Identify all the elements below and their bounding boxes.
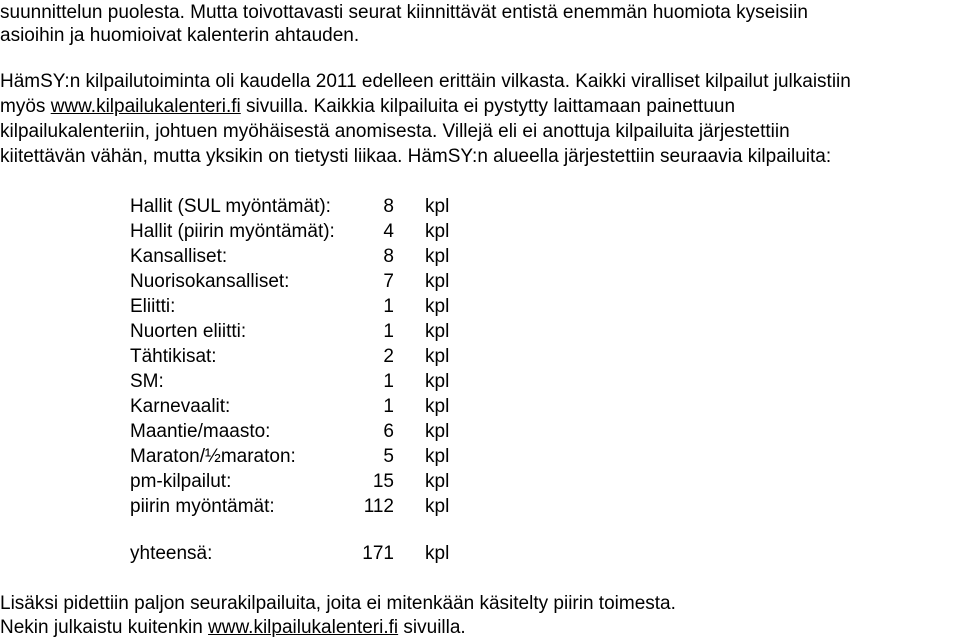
category-label: Karnevaalit:: [130, 396, 231, 417]
unit-label: kpl: [425, 543, 450, 564]
unit-label: kpl: [425, 421, 450, 442]
unit-label: kpl: [425, 196, 450, 217]
paragraph-3-line-2-suffix: sivuilla.: [398, 617, 466, 638]
count-value: 15: [372, 471, 394, 492]
count-value: 7: [383, 271, 394, 292]
count-value: 1: [383, 321, 394, 342]
paragraph-1-line-2: asioihin ja huomioivat kalenterin ahtauden.: [0, 25, 360, 46]
unit-label: kpl: [425, 246, 450, 267]
paragraph-2-line-4: kiitettävän vähän, mutta yksikin on tietysti liikaa. HämSY:n alueella järjestettiin seuraavia kilpailuita:: [0, 146, 832, 167]
count-value: 112: [363, 496, 394, 517]
count-value: 6: [383, 421, 394, 442]
kilpailukalenteri-link-2[interactable]: www.kilpailukalenteri.fi: [208, 617, 399, 638]
total-count: 171: [362, 543, 394, 564]
category-label: Eliitti:: [130, 296, 176, 317]
unit-label: kpl: [425, 471, 450, 492]
category-label: Kansalliset:: [130, 246, 228, 267]
paragraph-1-line-1: suunnittelun puolesta. Mutta toivottavasti seurat kiinnittävät entistä enemmän huomiota kyseisiin: [0, 2, 808, 23]
category-label: Nuorten eliitti:: [130, 321, 247, 342]
unit-label: kpl: [425, 396, 450, 417]
paragraph-3-line-2: [0, 616, 466, 639]
category-label: Hallit (SUL myöntämät):: [130, 196, 331, 217]
category-label: Hallit (piirin myöntämät):: [130, 221, 335, 242]
total-label: yhteensä:: [130, 543, 213, 564]
unit-label: kpl: [425, 496, 450, 517]
paragraph-2-line-1: HämSY:n kilpailutoiminta oli kaudella 2011 edelleen erittäin vilkasta. Kaikki viralliset kilpailut julkaistiin: [0, 71, 851, 92]
count-value: 8: [383, 246, 394, 267]
count-value: 1: [383, 296, 394, 317]
paragraph-2-line-2: [0, 95, 735, 118]
category-label: SM:: [130, 371, 164, 392]
unit-label: kpl: [425, 271, 450, 292]
category-label: Tähtikisat:: [130, 346, 217, 367]
paragraph-2-line-2-suffix: sivuilla. Kaikkia kilpailuita ei pystytty laittamaan painettuun: [240, 96, 736, 117]
category-label: piirin myöntämät:: [130, 496, 275, 517]
paragraph-3-line-2-prefix: Nekin julkaistu kuitenkin: [0, 617, 209, 638]
unit-label: kpl: [425, 346, 450, 367]
paragraph-2-line-2-prefix: myös: [0, 96, 51, 117]
unit-label: kpl: [425, 321, 450, 342]
paragraph-2-line-3: kilpailukalenteriin, johtuen myöhäisestä anomisesta. Villejä eli ei anottuja kilpailuita järjestettiin: [0, 121, 790, 142]
category-label: Maraton/½maraton:: [130, 446, 296, 467]
count-value: 8: [383, 196, 394, 217]
count-value: 1: [383, 371, 394, 392]
unit-label: kpl: [425, 371, 450, 392]
kilpailukalenteri-link[interactable]: www.kilpailukalenteri.fi: [50, 96, 241, 117]
count-value: 5: [383, 446, 394, 467]
category-label: pm-kilpailut:: [130, 471, 232, 492]
unit-label: kpl: [425, 221, 450, 242]
unit-label: kpl: [425, 296, 450, 317]
count-value: 4: [383, 221, 394, 242]
count-value: 2: [383, 346, 394, 367]
category-label: Nuorisokansalliset:: [130, 271, 290, 292]
count-value: 1: [383, 396, 394, 417]
category-label: Maantie/maasto:: [130, 421, 271, 442]
paragraph-3-line-1: Lisäksi pidettiin paljon seurakilpailuita, joita ei mitenkään käsitelty piirin toimesta.: [0, 593, 676, 614]
unit-label: kpl: [425, 446, 450, 467]
